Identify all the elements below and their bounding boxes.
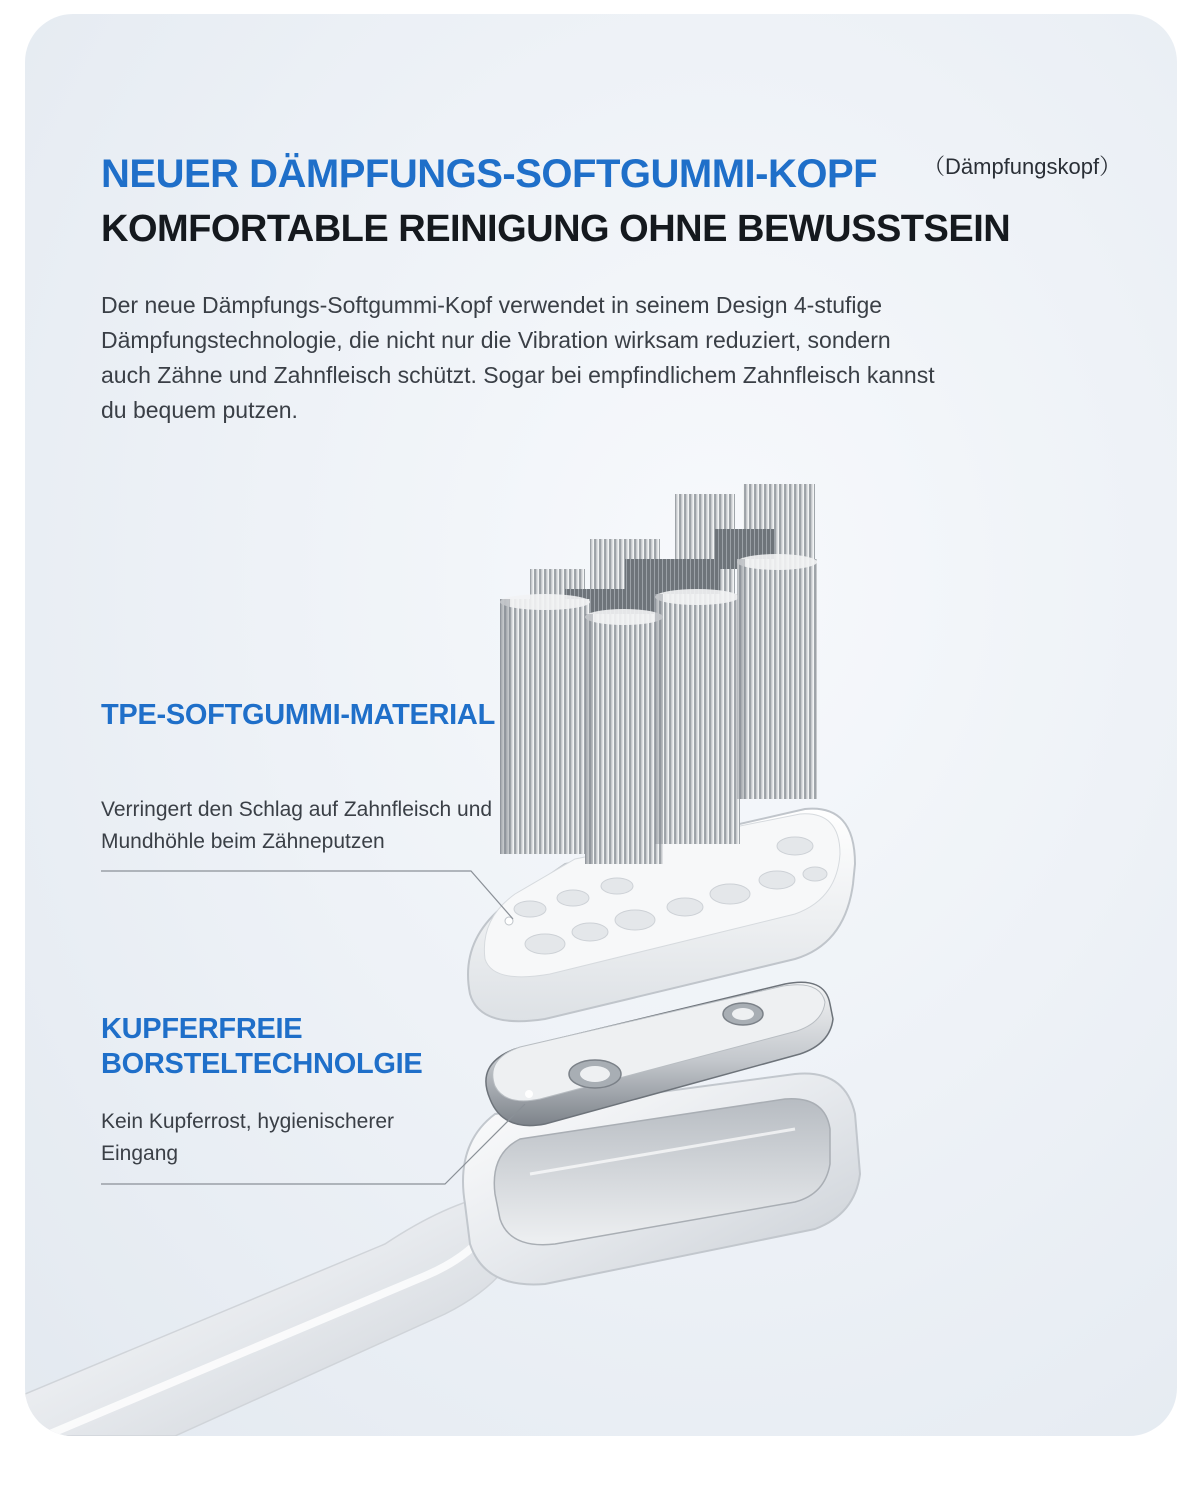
headline-note: （Dämpfungskopf） xyxy=(923,154,1122,179)
feature-text-tpe: Verringert den Schlag auf Zahnfleisch und Mundhöhle beim Zähneputzen xyxy=(101,798,493,853)
headline-primary: NEUER DÄMPFUNGS-SOFTGUMMI-KOPF xyxy=(101,152,878,196)
feature-title-tpe: TPE-SOFTGUMMI-MATERIAL xyxy=(101,699,495,731)
feature-title-copperfree: KUPFERFREIE BORSTELTECHNOLGIE xyxy=(101,1013,423,1080)
product-description: Der neue Dämpfungs-Softgummi-Kopf verwendet in seinem Design 4-stufige Dämpfungstechnologie, die nicht nur die Vibration wirksam reduziert, sondern auch Zähne und Zahnfleisch schützt. Sogar bei empfindlichem Zahnfleisch kannst du bequem putzen. xyxy=(101,292,935,423)
feature-text-copperfree: Kein Kupferrost, hygienischerer Eingang xyxy=(101,1110,394,1165)
product-card xyxy=(25,14,1177,1436)
headline-secondary: KOMFORTABLE REINIGUNG OHNE BEWUSSTSEIN xyxy=(101,208,1011,250)
